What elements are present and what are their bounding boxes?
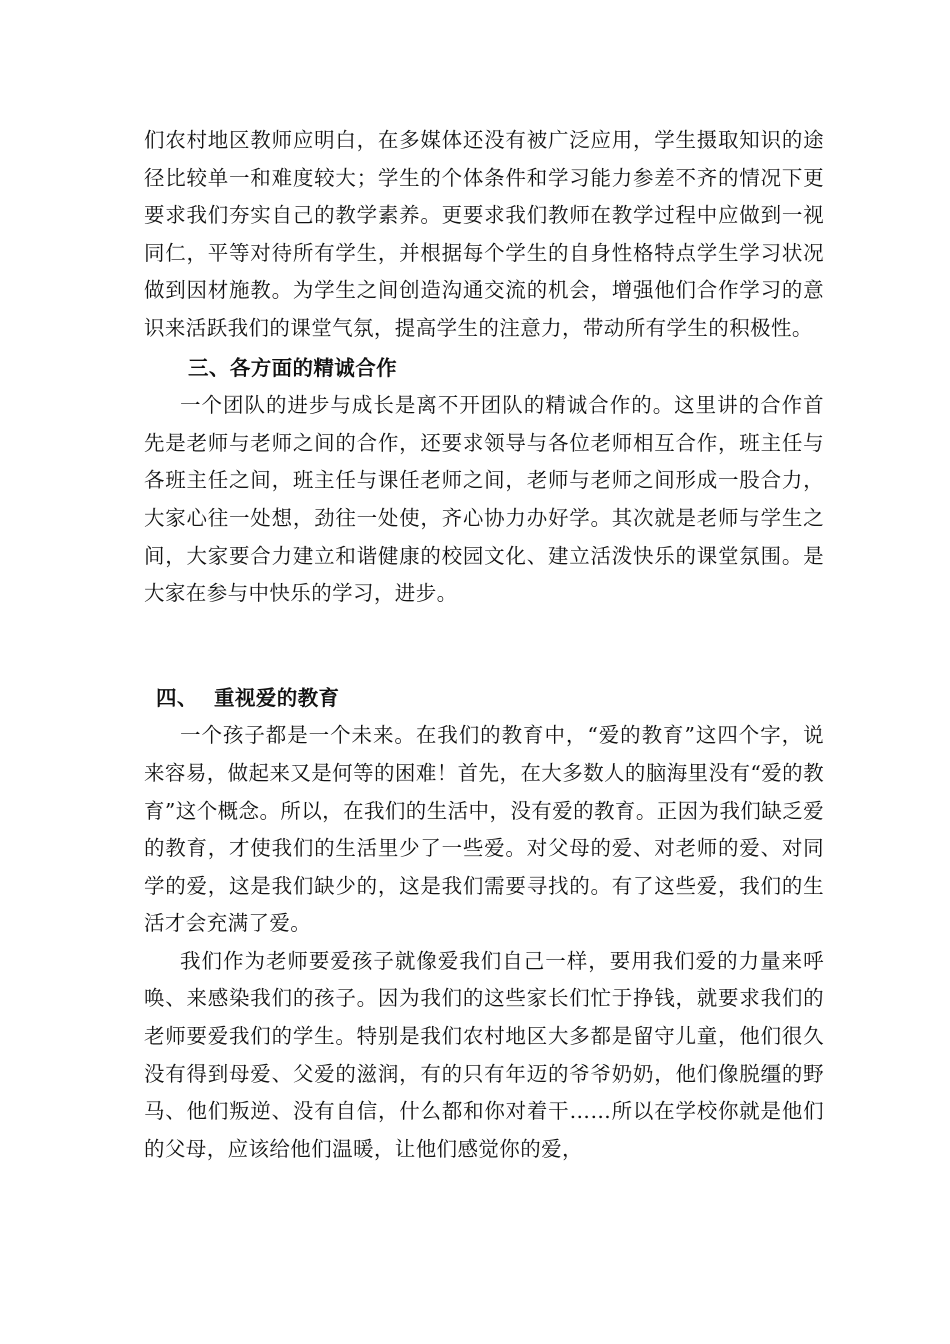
section-number: 四、: [156, 685, 198, 710]
document-page: [144, 122, 824, 1168]
section-heading-love-education: [144, 680, 824, 718]
section-title: 重视爱的教育: [214, 685, 340, 710]
paragraph-teacher-love: 我们作为老师要爱孩子就像爱我们自己一样，要用我们爱的力量来呼唤、来感染我们的孩子。因为我们的这些家长们忙于挣钱，就要求我们的老师要爱我们的学生。特别是我们农村地区大多都是留守儿童，他们很久没有得到母爱、父爱的滋润，有的只有年迈的爷爷奶奶，他们像脱缰的野马、他们叛逆、没有自信，什么都和你对着干……所以在学校你就是他们的父母，应该给他们温暖，让他们感觉你的爱，: [144, 948, 824, 1161]
paragraph-team-cooperation: 一个团队的进步与成长是离不开团队的精诚合作的。这里讲的合作首先是老师与老师之间的合作，还要求领导与各位老师相互合作，班主任与各班主任之间，班主任与课任老师之间，老师与老师之间形成一股合力，大家心往一处想，劲往一处使，齐心协力办好学。其次就是老师与学生之间，大家要合力建立和谐健康的校园文化、建立活泼快乐的课堂氛围。是大家在参与中快乐的学习，进步。: [144, 393, 824, 606]
section-heading-cooperation: 三、各方面的精诚合作: [188, 355, 397, 380]
paragraph-multimedia-teaching: 们农村地区教师应明白，在多媒体还没有被广泛应用，学生摄取知识的途径比较单一和难度较大；学生的个体条件和学习能力参差不齐的情况下更要求我们夯实自己的教学素养。更要求我们教师在教学过程中应做到一视同仁，平等对待所有学生，并根据每个学生的自身性格特点学生学习状况做到因材施教。为学生之间创造沟通交流的机会，增强他们合作学习的意识来活跃我们的课堂气氛，提高学生的注意力，带动所有学生的积极性。: [144, 128, 824, 340]
paragraph-love-education: 一个孩子都是一个未来。在我们的教育中，“爱的教育”这四个字，说来容易，做起来又是何等的困难！首先，在大多数人的脑海里没有“爱的教育”这个概念。所以，在我们的生活中，没有爱的教育。正因为我们缺乏爱的教育，才使我们的生活里少了一些爱。对父母的爱、对老师的爱、对同学的爱，这是我们缺少的，这是我们需要寻找的。有了这些爱，我们的生活才会充满了爱。: [144, 723, 824, 936]
